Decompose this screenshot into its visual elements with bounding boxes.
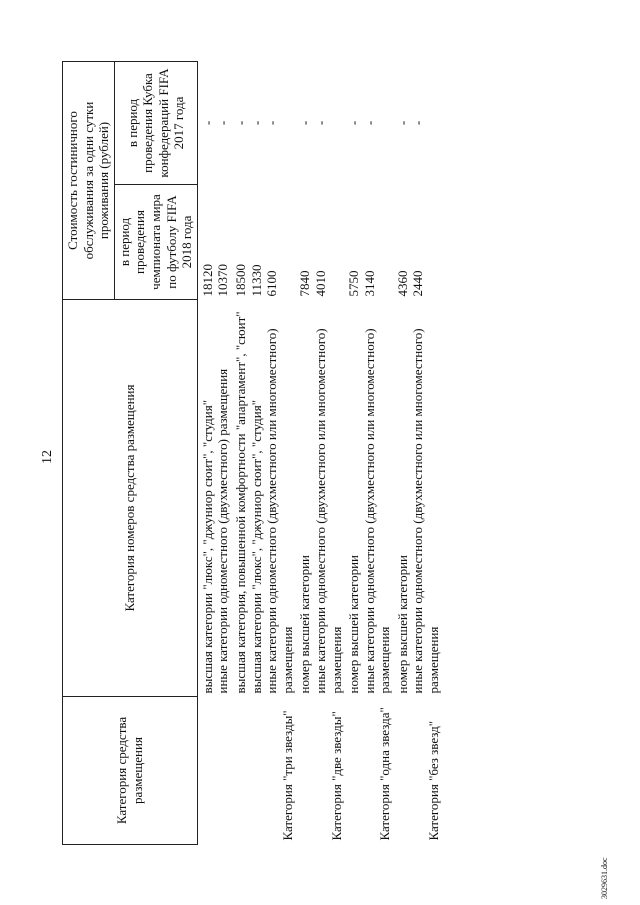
world-cup-cost: 4360 (394, 270, 410, 297)
category-cell: Категория "одна звезда" (377, 707, 393, 841)
room-cell: иные категории одноместного (двухместного или многоместного) размещения (312, 328, 344, 694)
room-cell: иные категории одноместного (двухместного или многоместного) размещения (264, 328, 295, 694)
world-cup-cost: 11330 (248, 264, 264, 297)
room-cell: высшая категории "люкс", "джуниор сюит", "студия" (199, 399, 215, 694)
table-row (295, 62, 313, 845)
page-number: 12 (40, 450, 55, 464)
confed-cup-cost: - (312, 120, 328, 126)
world-cup-cost: 6100 (264, 270, 280, 297)
room-cell: иные категории одноместного (двухместного или многоместного) размещения (361, 328, 393, 694)
room-cell: высшая категория, повышенной комфортности "апартамент", "сюит" (232, 311, 248, 694)
confed-cup-cost: - (264, 120, 280, 126)
table-row (197, 62, 215, 845)
confed-cup-cost: - (361, 120, 377, 126)
confed-cup-cost: - (346, 120, 362, 126)
confed-cup-cost: - (297, 120, 313, 126)
table-body (197, 62, 441, 845)
world-cup-cost: 3140 (361, 270, 377, 297)
world-cup-cost: 4010 (312, 270, 328, 297)
world-cup-cost: 18500 (232, 264, 248, 297)
header-room-category: Категория номеров средства размещения (63, 300, 198, 697)
world-cup-cost: 10370 (215, 264, 231, 297)
world-cup-cost: 7840 (297, 270, 313, 297)
room-cell: номер высшей категории (346, 554, 362, 694)
confed-cup-cost: - (215, 120, 231, 126)
confed-cup-cost: - (248, 120, 264, 126)
category-cell: Категория "три звезды" (279, 710, 295, 841)
table-row (393, 62, 411, 845)
footer-file-code: 3029631.doc (600, 857, 609, 899)
header-world-cup: в период проведения чемпионата мира по футболу FIFA 2018 года (114, 185, 197, 300)
confed-cup-cost: - (232, 120, 248, 126)
room-cell: иные категории одноместного (двухместного или многоместного) размещения (410, 328, 442, 694)
room-cell: номер высшей категории (394, 554, 410, 694)
room-cell: иные категории одноместного (двухместного) размещения (215, 368, 231, 694)
header-confed-cup: в период проведения Кубка конфедераций FIFA 2017 года (114, 62, 197, 185)
hotel-cost-table (62, 61, 442, 845)
category-cell: Категория "две звезды" (328, 711, 344, 841)
world-cup-cost: 5750 (346, 270, 362, 297)
confed-cup-cost: - (199, 120, 215, 126)
header-cost: Стоимость гостиничного обслуживания за одни сутки проживания (рублей) (63, 62, 115, 300)
world-cup-cost: 2440 (410, 270, 426, 297)
world-cup-cost: 18120 (199, 264, 215, 297)
table-row (344, 62, 362, 845)
category-cell: Категория "без звезд" (426, 720, 442, 841)
room-cell: номер высшей категории (297, 554, 313, 694)
confed-cup-cost: - (394, 120, 410, 126)
room-cell: высшая категории "люкс", "джуниор сюит", "студия" (248, 399, 264, 694)
header-category: Категория средства размещения (63, 697, 198, 845)
category-cell (197, 697, 231, 845)
confed-cup-cost: - (410, 120, 426, 126)
table-row (231, 62, 249, 845)
